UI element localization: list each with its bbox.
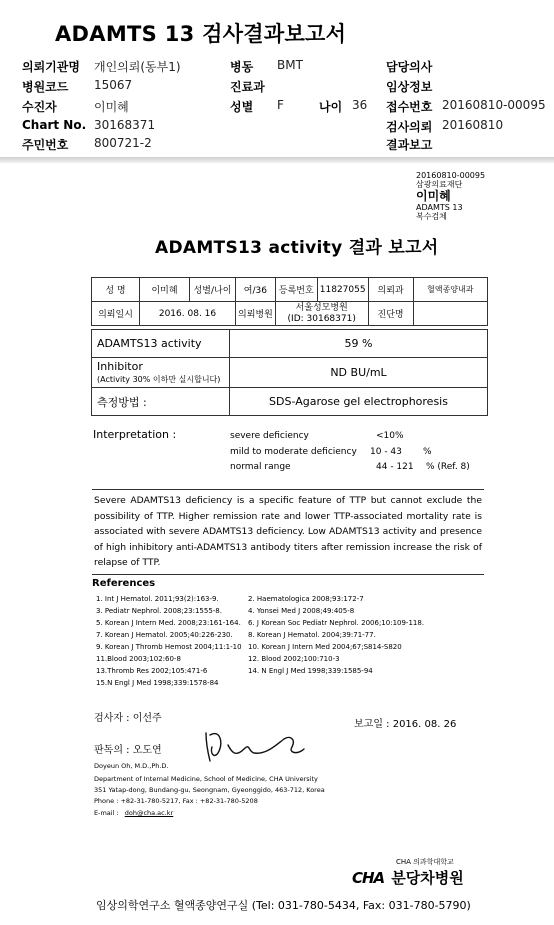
doctor-phone: Phone : +82-31-780-5217, Fax : +82-31-780-5208 (94, 797, 258, 805)
header-row (22, 98, 554, 116)
header-row (22, 58, 554, 76)
stamp-number: 20160810-00095 (416, 171, 486, 180)
interp-unit: % (423, 447, 432, 457)
stamp-institution: 삼광의료재단 (416, 180, 463, 189)
references-title: References (92, 578, 156, 589)
logo-university-text: CHA 의과학대학교 (396, 858, 454, 866)
value-age: 36 (352, 98, 368, 112)
stamp-specimen: 복수검체 (416, 212, 447, 221)
label-ward: 병동 (230, 60, 254, 74)
value-hospital-code: 15067 (94, 78, 133, 92)
label-sex: 성별 (230, 100, 254, 114)
reference-item: 14. N Engl J Med 1998;339:1585-94 (248, 667, 373, 675)
doctor-name: Doyeun Oh, M.D.,Ph.D. (94, 762, 169, 770)
clinical-description: Severe ADAMTS13 deficiency is a specific feature of TTP but cannot exclude the possibility of TTP. Higher remission rate and lower TTP-associated mortality rate is associated with severe ADAMTS13 deficiency. Low ADAMTS13 activity and presence of high inhibitory anti-ADAMTS13 antibody titers after remission increase the risk of relapse of TTP. (92, 489, 484, 575)
value-receipt-number: 20160810-00095 (442, 98, 546, 112)
value-patient: 이미혜 (94, 100, 129, 114)
activity-value: 59 % (230, 330, 488, 358)
interp-range: 44 - 121 (376, 462, 414, 472)
reference-item: 7. Korean J Hematol. 2005;40:226-230. (96, 631, 233, 639)
method-label: 측정방법 : (92, 388, 230, 416)
reference-item: 1. Int J Hematol. 2011;93(2):163-9. (96, 595, 219, 603)
reference-item: 8. Korean J Hematol. 2004;39:71-77. (248, 631, 376, 639)
reference-item: 3. Pediatr Nephrol. 2008;23:1555-8. (96, 607, 222, 615)
cell-diag-label: 진단명 (368, 302, 413, 326)
interp-range: <10% (376, 431, 404, 441)
method-value: SDS-Agarose gel electrophoresis (230, 388, 488, 416)
cell-hosp (275, 302, 368, 326)
label-resident-number: 주민번호 (22, 138, 69, 152)
cell-reg: 11827055 (317, 278, 368, 302)
report-header-title: ADAMTS 13 검사결과보고서 (55, 22, 347, 46)
value-ward: BMT (277, 58, 303, 72)
cell-reg-label: 등록번호 (275, 278, 317, 302)
specimen-stamp (416, 171, 485, 221)
doctor-email-row (94, 809, 173, 817)
cell-hosp-label: 의뢰병원 (236, 302, 276, 326)
inhibitor-value: ND BU/mL (230, 358, 488, 388)
logo-cha-mark: CHA (352, 869, 385, 887)
results-table (91, 329, 488, 416)
value-sex: F (277, 98, 284, 112)
reader-label: 판독의 : 오도연 (94, 745, 162, 756)
interp-range: 10 - 43 (370, 447, 402, 457)
reference-item: 10. Korean J Intern Med 2004;67;S814-S820 (248, 643, 402, 651)
header-row (22, 136, 554, 154)
report-title: ADAMTS13 activity 결과 보고서 (155, 238, 439, 258)
interp-name: mild to moderate deficiency (230, 447, 357, 457)
inhibitor-label: Inhibitor (97, 359, 143, 373)
label-test-request: 검사의뢰 (386, 120, 433, 134)
inhibitor-note: (Activity 30% 이하만 실시합니다) (97, 374, 221, 384)
label-hospital-code: 병원코드 (22, 80, 69, 94)
activity-label: ADAMTS13 activity (92, 330, 230, 358)
header-row (22, 78, 554, 96)
interpretation-label: Interpretation : (93, 428, 177, 441)
cell-name: 이미혜 (140, 278, 190, 302)
patient-info-table (91, 277, 488, 326)
label-department: 진료과 (230, 80, 265, 94)
label-clinical-info: 임상정보 (386, 80, 433, 94)
reference-item: 11.Blood 2003;102:60-8 (96, 655, 181, 663)
label-attending-doctor: 담당의사 (386, 60, 433, 74)
header-row (22, 118, 554, 136)
cell-sexage-label: 성별/나이 (190, 278, 236, 302)
reference-item: 12. Blood 2002;100:710-3 (248, 655, 340, 663)
report-footer: 임상의학연구소 혈액종양연구실 (Tel: 031-780-5434, Fax: 031-780-5790) (96, 899, 471, 912)
label-requesting-institution: 의뢰기관명 (22, 60, 80, 74)
hosp-name: 서울성모병원 (295, 302, 348, 313)
logo-hospital-name: 분당차병원 (391, 869, 464, 887)
cell-diag (413, 302, 487, 326)
label-chart-no: Chart No. (22, 118, 87, 132)
stamp-test: ADAMTS 13 (416, 203, 463, 212)
hosp-id: (ID: 30168371) (287, 313, 356, 324)
value-chart-no: 30168371 (94, 118, 156, 132)
cell-dept: 혈액종양내과 (413, 278, 487, 302)
label-receipt-number: 접수번호 (386, 100, 433, 114)
interp-name: normal range (230, 462, 291, 472)
email-link[interactable]: doh@cha.ac.kr (124, 809, 174, 817)
reference-item: 15.N Engl J Med 1998;339:1578-84 (96, 679, 219, 687)
doctor-signature-icon (200, 723, 310, 765)
value-test-request: 20160810 (442, 118, 504, 132)
cell-date: 2016. 08. 16 (140, 302, 236, 326)
interp-name: severe deficiency (230, 431, 309, 441)
inhibitor-cell (92, 358, 230, 388)
reference-item: 5. Korean J Intern Med. 2008;23:161-164. (96, 619, 241, 627)
tester-label: 검사자 : 이선주 (94, 713, 162, 724)
reference-item: 4. Yonsei Med J 2008;49:405-8 (248, 607, 355, 615)
email-label: E-mail : (94, 809, 119, 817)
interp-unit: % (Ref. 8) (426, 462, 470, 472)
reference-item: 6. J Korean Soc Pediatr Nephrol. 2006;10:109-118. (248, 619, 425, 627)
value-requesting-institution: 개인의뢰(동부1) (94, 60, 181, 74)
cell-date-label: 의뢰일시 (92, 302, 140, 326)
label-patient: 수진자 (22, 100, 57, 114)
report-date: 보고일 : 2016. 08. 26 (354, 719, 457, 730)
doctor-address: 351 Yatap-dong, Bundang-gu, Seongnam, Gyeonggido, 463-712, Korea (94, 786, 325, 794)
cell-sexage: 여/36 (236, 278, 276, 302)
cell-dept-label: 의뢰과 (368, 278, 413, 302)
cell-name-label: 성 명 (92, 278, 140, 302)
label-result-report: 결과보고 (386, 138, 433, 152)
stamp-patient-name: 이미혜 (416, 189, 451, 203)
reference-item: 2. Haematologica 2008;93:172-7 (248, 595, 364, 603)
value-resident-number: 800721-2 (94, 136, 152, 150)
reference-item: 13.Thromb Res 2002;105:471-6 (96, 667, 208, 675)
label-age: 나이 (319, 100, 343, 114)
scanned-report (0, 163, 554, 925)
hospital-logo (352, 857, 464, 888)
reference-item: 9. Korean J Thromb Hemost 2004;11:1-10 (96, 643, 242, 651)
doctor-department: Department of Internal Medicine, School of Medicine, CHA University (94, 775, 318, 783)
